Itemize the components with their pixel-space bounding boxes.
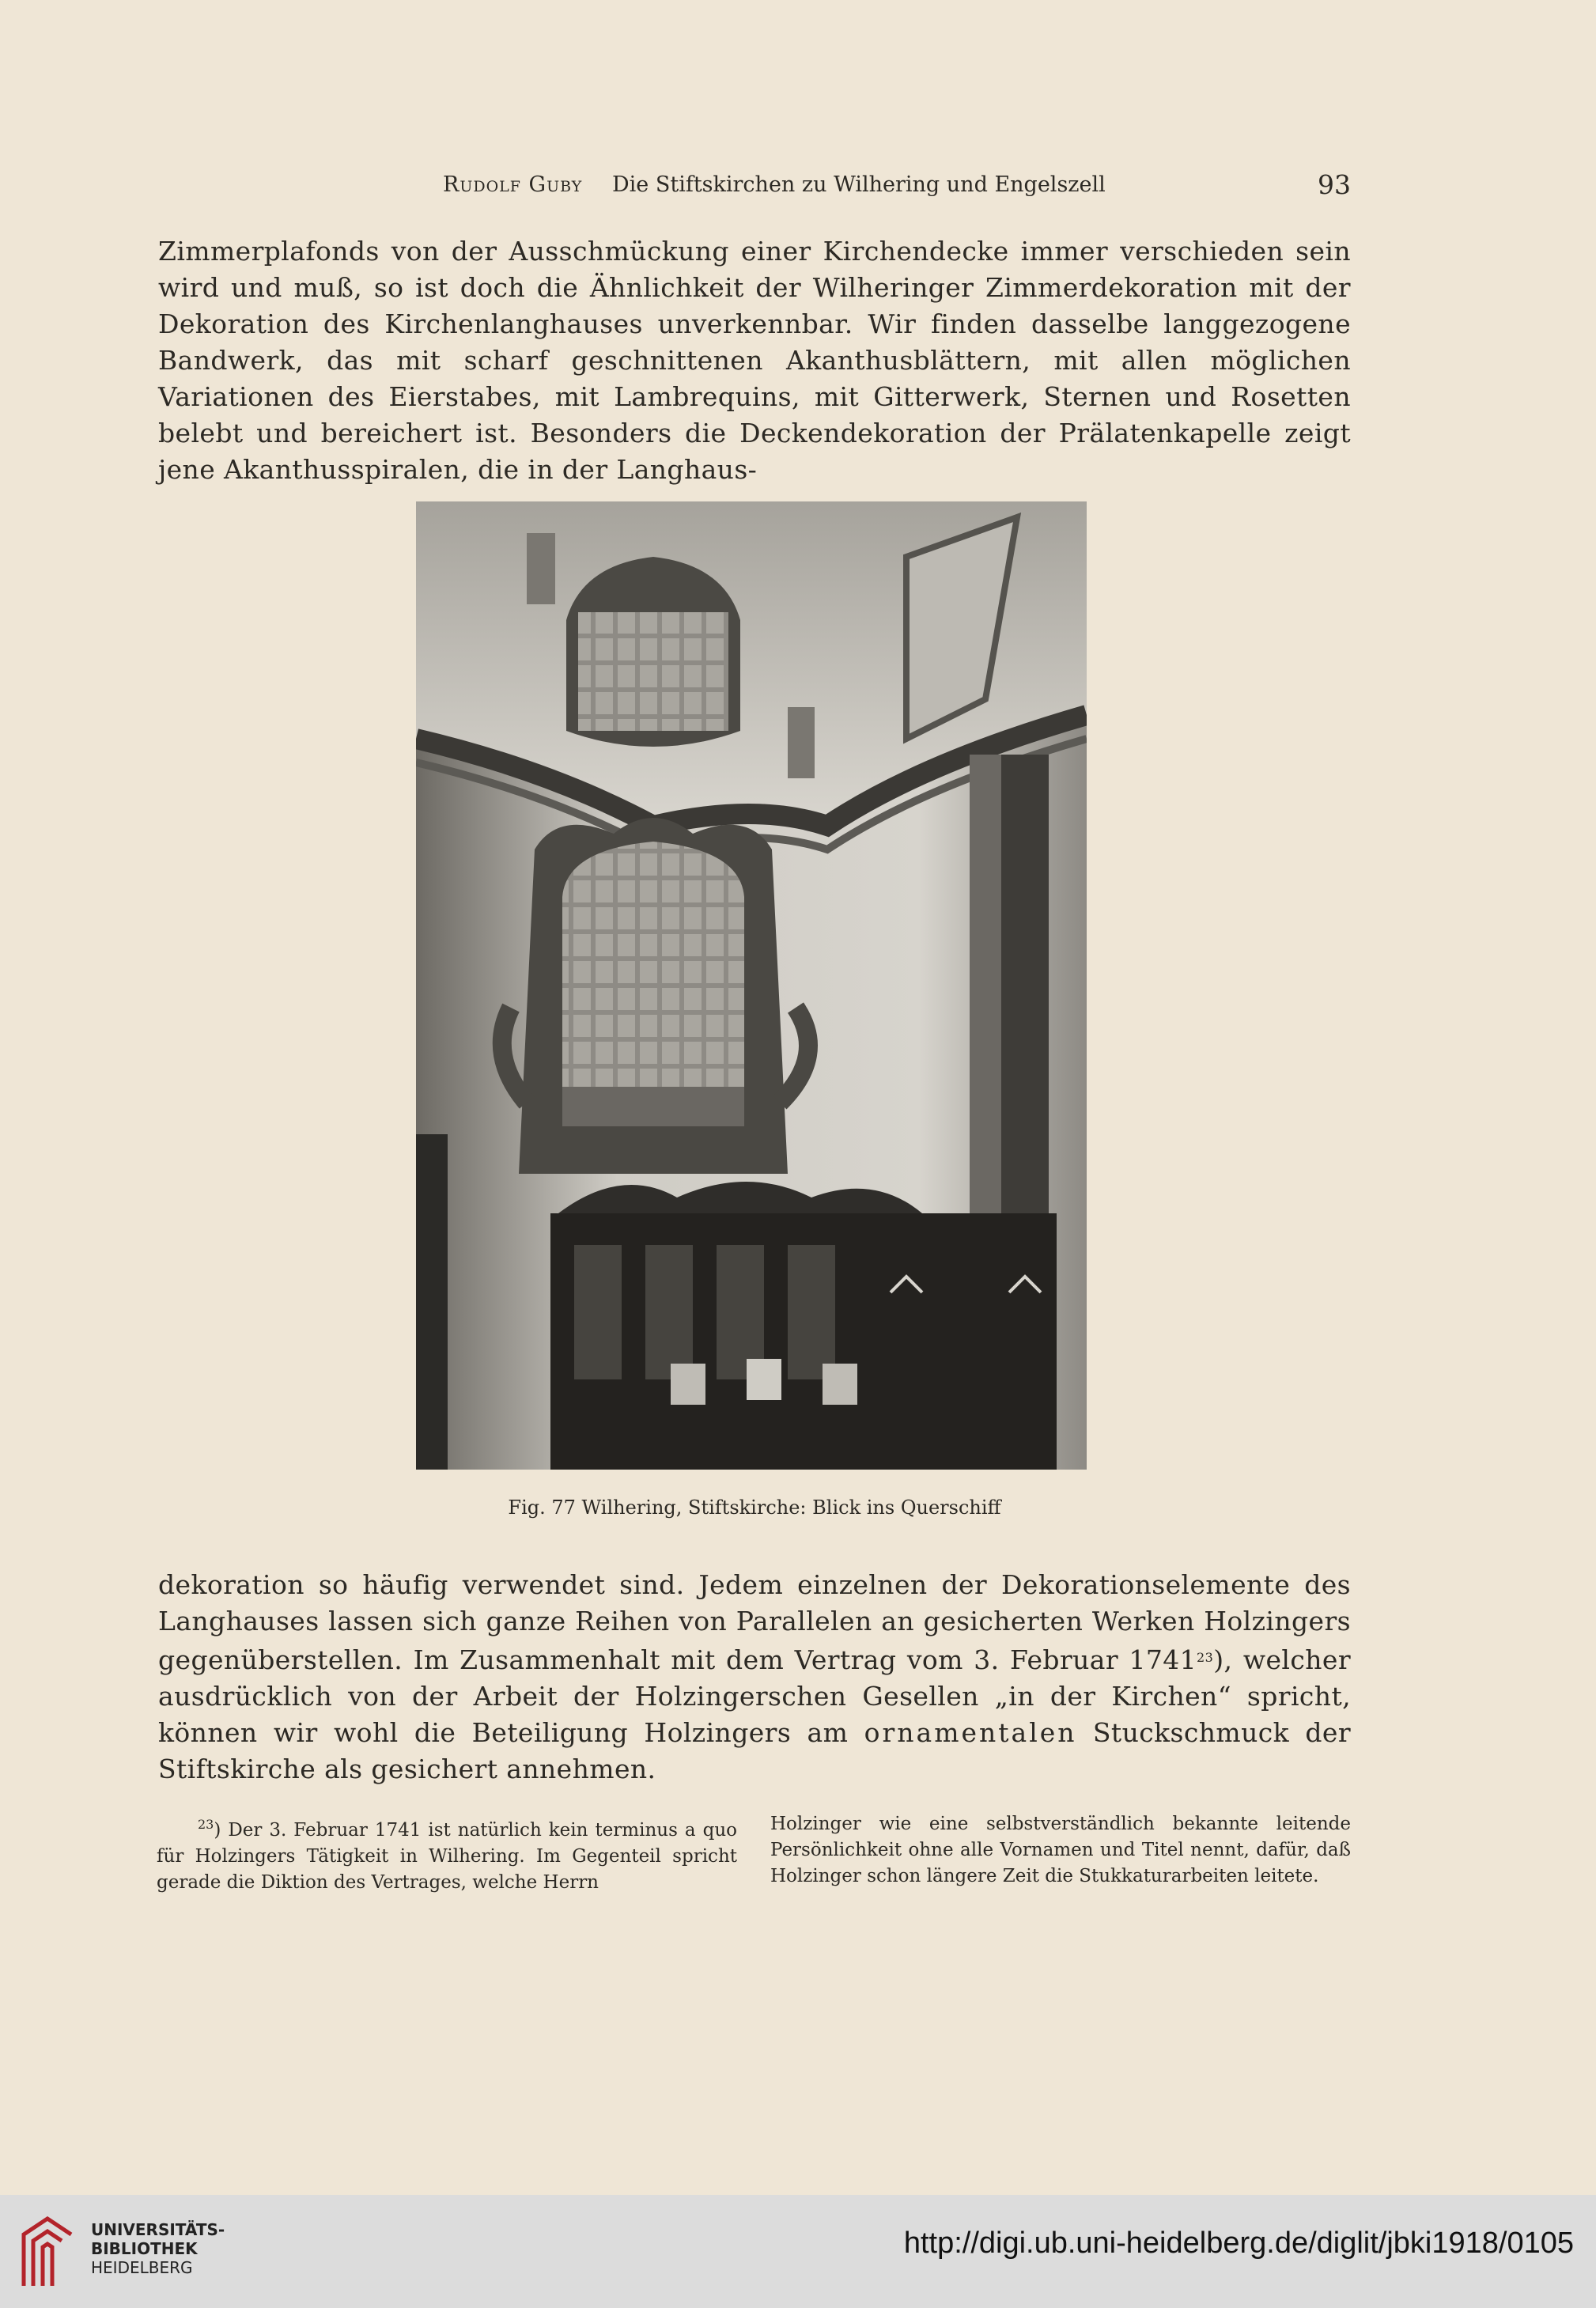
running-head-title: Die Stiftskirchen zu Wilhering und Engelszell [612, 172, 1106, 197]
paragraph-bottom [158, 1567, 1351, 1788]
library-name [91, 2220, 225, 2277]
footnote-mark: 23 [198, 1817, 214, 1832]
source-url[interactable]: http://digi.ub.uni-heidelberg.de/diglit/jbki1918/0105 [903, 2227, 1574, 2260]
paragraph-text-before-ref: dekoration so häufig verwendet sind. Jedem einzelnen der Dekorationselemente des Langhauses lassen sich ganze Reihen von Parallelen an gesicherten Werken Holzingers gegenüberstellen. Im Zusammenhalt mit dem Vertrag vom 3. Februar 1741 [158, 1569, 1351, 1675]
footnote-left-column [157, 1811, 737, 1896]
running-head [158, 169, 1351, 204]
library-name-line3: HEIDELBERG [91, 2258, 193, 2277]
paragraph-text-after-ref: ), welcher ausdrücklich von der Arbeit der Holzingerschen Gesellen „in der Kirchen“ spricht, können wir wohl die Beteiligung Holzingers am [158, 1644, 1351, 1748]
figure-caption: Fig. 77 Wilhering, Stiftskirche: Blick ins Querschiff [508, 1496, 1001, 1519]
library-name-line2: BIBLIOTHEK [91, 2239, 198, 2258]
page-number: 93 [1318, 169, 1351, 200]
library-footer [0, 2195, 1596, 2308]
footnote-left-text: ) Der 3. Februar 1741 ist natürlich kein terminus a quo für Holzingers Tätigkeit in Wilhering. Im Gegenteil spricht gerade die Diktion des Vertrages, welche Herrn [157, 1820, 737, 1893]
paragraph-top: Zimmerplafonds von der Ausschmückung einer Kirchendecke immer verschieden sein wird und muß, so ist doch die Ähnlichkeit der Wilheringer Zimmerdekoration mit der Dekoration des Kirchenlanghauses unverkennbar. Wir finden dasselbe langgezogene Bandwerk, das mit scharf geschnittenen Akanthusblättern, mit allen möglichen Variationen des Eierstabes, mit Lambrequins, mit Gitterwerk, Sternen und Rosetten belebt und bereichert ist. Besonders die Deckendekoration der Prälatenkapelle zeigt jene Akanthusspiralen, die in der Langhaus- [158, 236, 1351, 485]
paragraph-text-end: Stuckschmuck der Stiftskirche als gesichert annehmen. [158, 1717, 1351, 1784]
footnote-right-column: Holzinger wie eine selbstverständlich bekannte leitende Persönlichkeit ohne alle Vornamen und Titel nennt, dafür, daß Holzinger schon längere Zeit die Stukkaturarbeiten leitete. [770, 1814, 1351, 1886]
heidelberg-library-logo-icon [16, 2211, 78, 2290]
running-head-author: Rudolf Guby [443, 172, 583, 197]
emphasized-word: ornamentalen [864, 1717, 1077, 1748]
footnote-reference: 23 [1197, 1650, 1214, 1665]
library-name-line1: UNIVERSITÄTS- [91, 2220, 225, 2239]
figure-photograph [416, 501, 1087, 1470]
